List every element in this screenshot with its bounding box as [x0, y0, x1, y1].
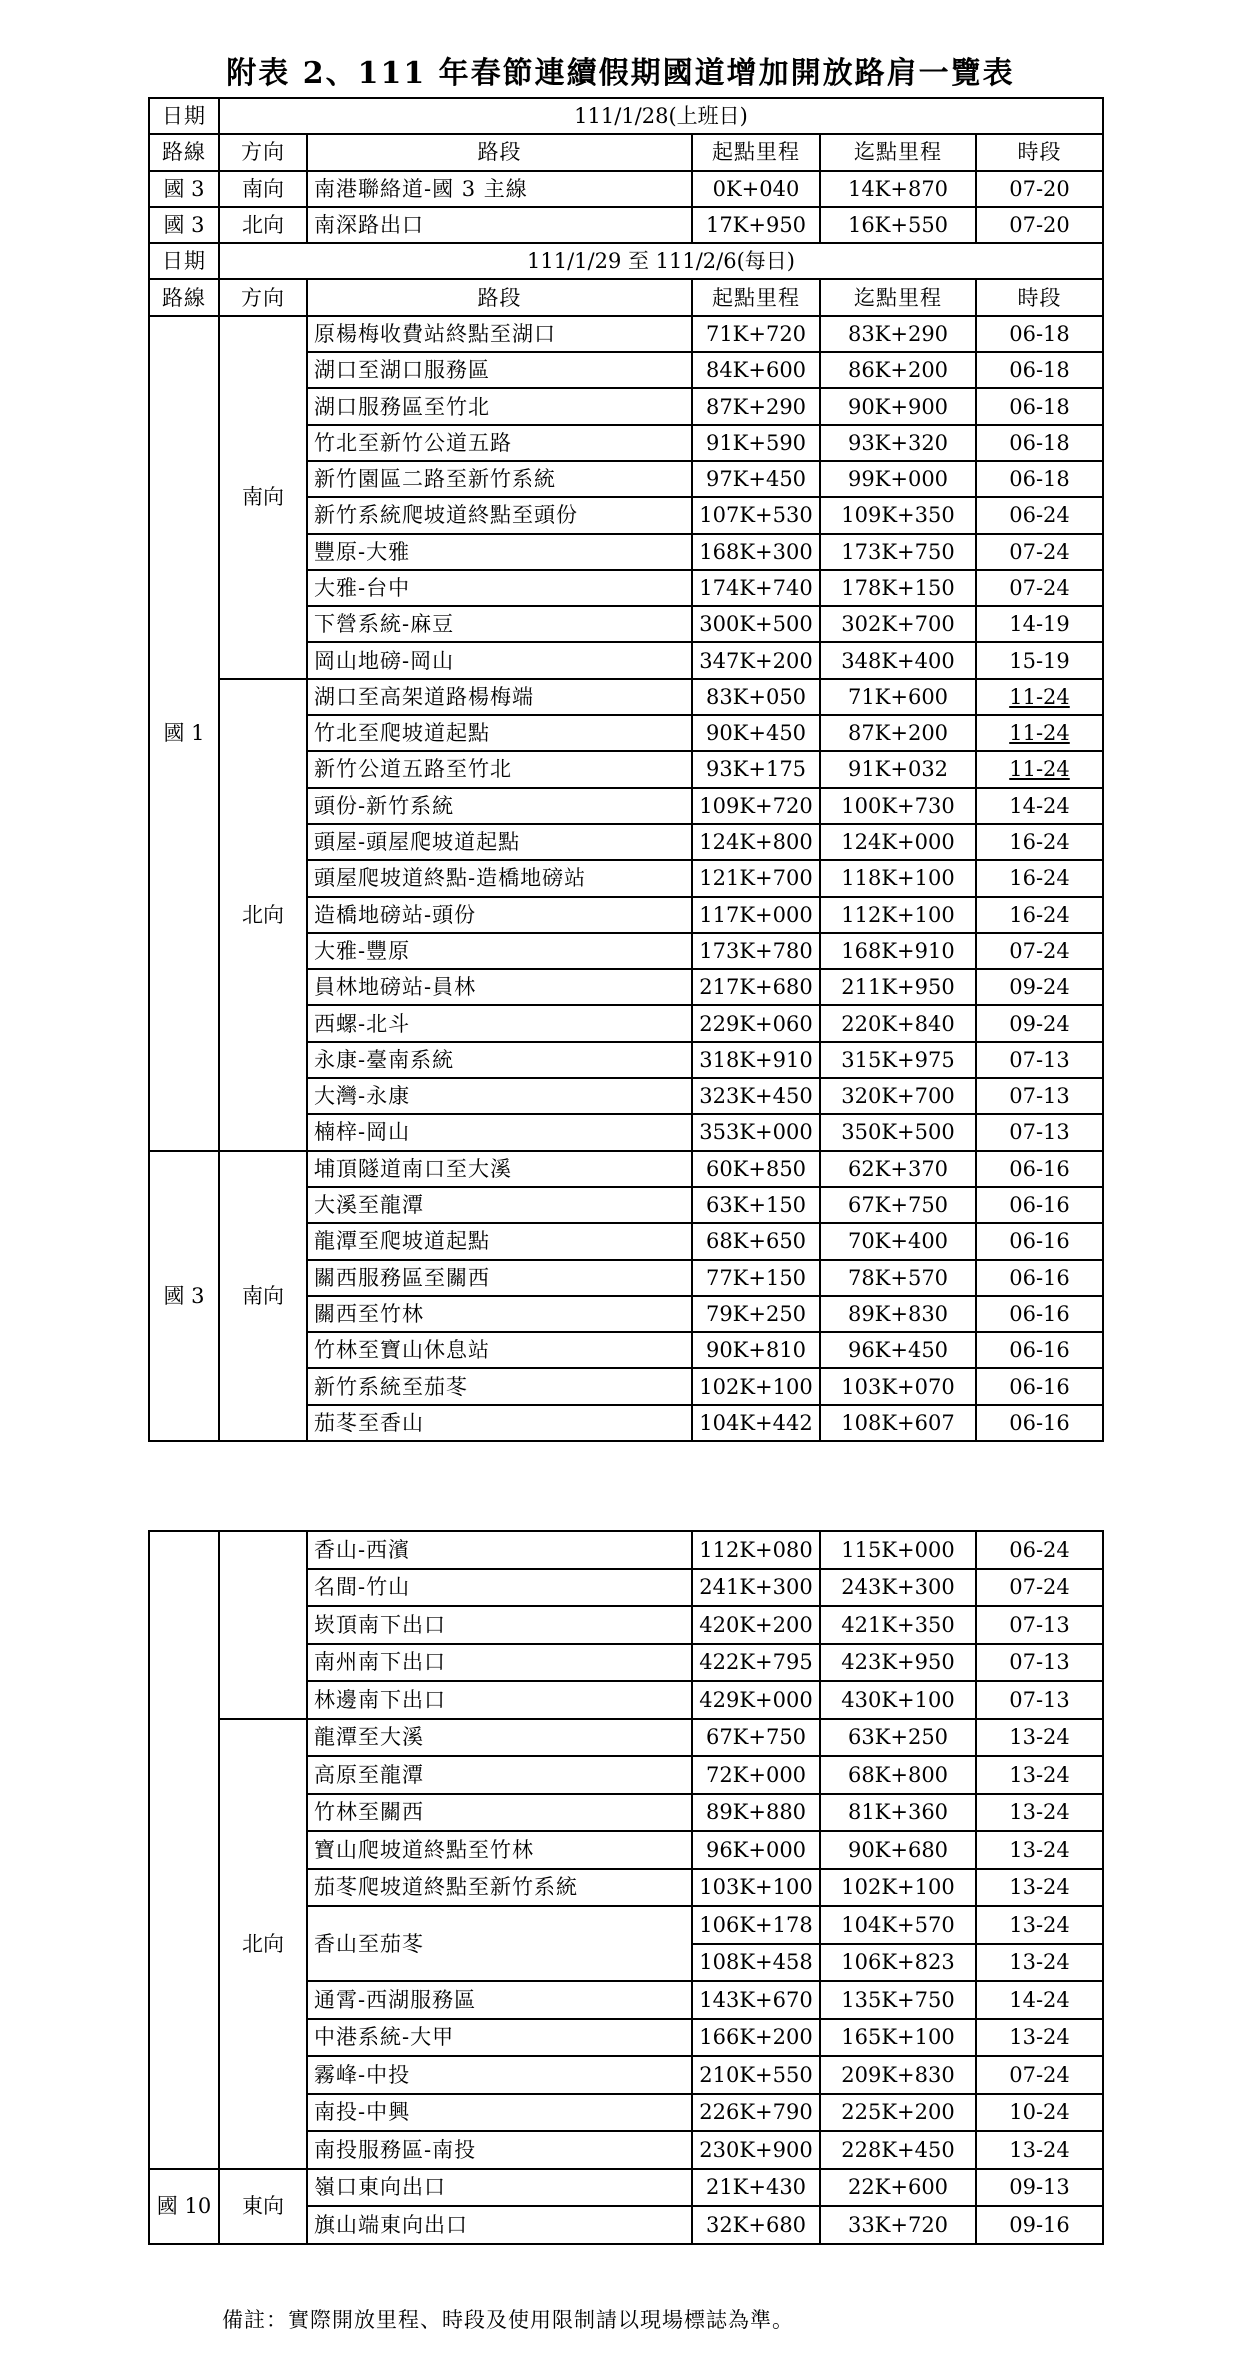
start-km-cell: 241K+300 [692, 1569, 820, 1607]
segment-cell: 竹北至新竹公道五路 [307, 425, 692, 461]
segment-cell: 湖口至高架道路楊梅端 [307, 679, 692, 715]
segment-cell: 大雅-豐原 [307, 933, 692, 969]
segment-cell: 竹林至寶山休息站 [307, 1332, 692, 1368]
start-km-cell: 83K+050 [692, 679, 820, 715]
route-cell: 國 10 [149, 2169, 219, 2244]
end-km-cell: 165K+100 [820, 2019, 976, 2057]
segment-cell: 茄苳至香山 [307, 1405, 692, 1441]
start-km-cell: 90K+810 [692, 1332, 820, 1368]
end-km-cell: 106K+823 [820, 1944, 976, 1982]
start-km-cell: 60K+850 [692, 1151, 820, 1187]
time-cell: 09-16 [976, 2206, 1103, 2244]
segment-cell: 頭份-新竹系統 [307, 788, 692, 824]
start-km-cell: 21K+430 [692, 2169, 820, 2207]
segment-cell: 南投-中興 [307, 2094, 692, 2132]
start-km-cell: 210K+550 [692, 2056, 820, 2094]
end-km-cell: 62K+370 [820, 1151, 976, 1187]
table-row [149, 207, 1103, 243]
date-label: 日期 [149, 243, 219, 279]
route-cell-continued [149, 1531, 219, 2169]
end-km-cell: 315K+975 [820, 1042, 976, 1078]
time-cell: 07-13 [976, 1078, 1103, 1114]
segment-cell: 南深路出口 [307, 207, 692, 243]
time-cell: 14-24 [976, 1981, 1103, 2019]
end-km-cell: 350K+500 [820, 1114, 976, 1150]
end-km-cell: 115K+000 [820, 1531, 976, 1569]
start-km-cell: 71K+720 [692, 316, 820, 352]
time-cell: 07-20 [976, 171, 1103, 207]
header-time: 時段 [976, 279, 1103, 315]
end-km-cell: 99K+000 [820, 461, 976, 497]
start-km-cell: 84K+600 [692, 352, 820, 388]
segment-cell: 湖口至湖口服務區 [307, 352, 692, 388]
time-cell: 16-24 [976, 897, 1103, 933]
header-route: 路線 [149, 134, 219, 170]
start-km-cell: 97K+450 [692, 461, 820, 497]
start-km-cell: 77K+150 [692, 1260, 820, 1296]
start-km-cell: 68K+650 [692, 1223, 820, 1259]
segment-cell: 高原至龍潭 [307, 1756, 692, 1794]
table-row [149, 1531, 1103, 1569]
end-km-cell: 14K+870 [820, 171, 976, 207]
direction-cell: 南向 [219, 171, 307, 207]
time-cell: 06-18 [976, 316, 1103, 352]
date-label: 日期 [149, 98, 219, 134]
header-time: 時段 [976, 134, 1103, 170]
end-km-cell: 124K+000 [820, 824, 976, 860]
end-km-cell: 16K+550 [820, 207, 976, 243]
end-km-cell: 108K+607 [820, 1405, 976, 1441]
end-km-cell: 112K+100 [820, 897, 976, 933]
start-km-cell: 117K+000 [692, 897, 820, 933]
header-start-km: 起點里程 [692, 134, 820, 170]
start-km-cell: 217K+680 [692, 969, 820, 1005]
end-km-cell: 89K+830 [820, 1296, 976, 1332]
time-cell: 13-24 [976, 2131, 1103, 2169]
time-cell: 06-16 [976, 1332, 1103, 1368]
route-cell: 國 3 [149, 207, 219, 243]
end-km-cell: 320K+700 [820, 1078, 976, 1114]
table-row [149, 1151, 1103, 1187]
start-km-cell: 96K+000 [692, 1831, 820, 1869]
end-km-cell: 109K+350 [820, 497, 976, 533]
segment-cell: 茄苳爬坡道終點至新竹系統 [307, 1869, 692, 1907]
end-km-cell: 302K+700 [820, 606, 976, 642]
time-cell: 06-16 [976, 1296, 1103, 1332]
date-value: 111/1/29 至 111/2/6(每日) [219, 243, 1103, 279]
end-km-cell: 78K+570 [820, 1260, 976, 1296]
time-cell: 06-18 [976, 461, 1103, 497]
end-km-cell: 220K+840 [820, 1005, 976, 1041]
end-km-cell: 67K+750 [820, 1187, 976, 1223]
start-km-cell: 104K+442 [692, 1405, 820, 1441]
start-km-cell: 229K+060 [692, 1005, 820, 1041]
start-km-cell: 230K+900 [692, 2131, 820, 2169]
start-km-cell: 168K+300 [692, 534, 820, 570]
start-km-cell: 102K+100 [692, 1368, 820, 1404]
start-km-cell: 0K+040 [692, 171, 820, 207]
header-route: 路線 [149, 279, 219, 315]
time-cell: 07-20 [976, 207, 1103, 243]
schedule-table-part2 [148, 1530, 1104, 2245]
start-km-cell: 318K+910 [692, 1042, 820, 1078]
segment-cell: 新竹園區二路至新竹系統 [307, 461, 692, 497]
segment-cell: 永康-臺南系統 [307, 1042, 692, 1078]
start-km-cell: 166K+200 [692, 2019, 820, 2057]
segment-cell: 中港系統-大甲 [307, 2019, 692, 2057]
header-segment: 路段 [307, 134, 692, 170]
start-km-cell: 323K+450 [692, 1078, 820, 1114]
end-km-cell: 211K+950 [820, 969, 976, 1005]
segment-cell: 崁頂南下出口 [307, 1606, 692, 1644]
end-km-cell: 90K+900 [820, 388, 976, 424]
direction-cell: 東向 [219, 2169, 307, 2244]
segment-cell: 旗山端東向出口 [307, 2206, 692, 2244]
time-cell: 07-24 [976, 534, 1103, 570]
header-direction: 方向 [219, 134, 307, 170]
segment-cell: 豐原-大雅 [307, 534, 692, 570]
start-km-cell: 63K+150 [692, 1187, 820, 1223]
time-cell: 09-13 [976, 2169, 1103, 2207]
segment-cell: 寶山爬坡道終點至竹林 [307, 1831, 692, 1869]
time-cell: 06-16 [976, 1223, 1103, 1259]
start-km-cell: 143K+670 [692, 1981, 820, 2019]
start-km-cell: 89K+880 [692, 1794, 820, 1832]
segment-cell: 南州南下出口 [307, 1644, 692, 1682]
time-cell: 13-24 [976, 1831, 1103, 1869]
start-km-cell: 87K+290 [692, 388, 820, 424]
time-cell: 06-24 [976, 497, 1103, 533]
time-cell: 13-24 [976, 1869, 1103, 1907]
segment-cell: 南投服務區-南投 [307, 2131, 692, 2169]
table-row [149, 279, 1103, 315]
start-km-cell: 90K+450 [692, 715, 820, 751]
time-cell: 13-24 [976, 2019, 1103, 2057]
date-value: 111/1/28(上班日) [219, 98, 1103, 134]
time-cell: 07-24 [976, 933, 1103, 969]
direction-cell: 北向 [219, 1719, 307, 2169]
time-cell: 09-24 [976, 969, 1103, 1005]
end-km-cell: 168K+910 [820, 933, 976, 969]
start-km-cell: 121K+700 [692, 860, 820, 896]
header-end-km: 迄點里程 [820, 134, 976, 170]
header-end-km: 迄點里程 [820, 279, 976, 315]
table-row [149, 134, 1103, 170]
end-km-cell: 348K+400 [820, 642, 976, 678]
end-km-cell: 118K+100 [820, 860, 976, 896]
end-km-cell: 63K+250 [820, 1719, 976, 1757]
start-km-cell: 103K+100 [692, 1869, 820, 1907]
start-km-cell: 353K+000 [692, 1114, 820, 1150]
footnote: 備註：實際開放里程、時段及使用限制請以現場標誌為準。 [222, 2308, 794, 2332]
segment-cell: 新竹系統爬坡道終點至頭份 [307, 497, 692, 533]
time-cell: 06-16 [976, 1405, 1103, 1441]
end-km-cell: 93K+320 [820, 425, 976, 461]
segment-cell: 大溪至龍潭 [307, 1187, 692, 1223]
end-km-cell: 100K+730 [820, 788, 976, 824]
time-cell: 06-16 [976, 1187, 1103, 1223]
table-row [149, 243, 1103, 279]
end-km-cell: 33K+720 [820, 2206, 976, 2244]
segment-cell: 霧峰-中投 [307, 2056, 692, 2094]
segment-cell: 埔頂隧道南口至大溪 [307, 1151, 692, 1187]
start-km-cell: 109K+720 [692, 788, 820, 824]
segment-cell: 湖口服務區至竹北 [307, 388, 692, 424]
segment-cell: 關西至竹林 [307, 1296, 692, 1332]
time-cell: 11-24 [976, 679, 1103, 715]
segment-cell: 嶺口東向出口 [307, 2169, 692, 2207]
direction-cell: 北向 [219, 207, 307, 243]
start-km-cell: 17K+950 [692, 207, 820, 243]
time-cell: 13-24 [976, 1756, 1103, 1794]
segment-cell: 通霄-西湖服務區 [307, 1981, 692, 2019]
direction-cell: 南向 [219, 1151, 307, 1441]
end-km-cell: 87K+200 [820, 715, 976, 751]
end-km-cell: 71K+600 [820, 679, 976, 715]
time-cell: 11-24 [976, 715, 1103, 751]
schedule-table-part1 [148, 97, 1104, 1442]
header-direction: 方向 [219, 279, 307, 315]
end-km-cell: 173K+750 [820, 534, 976, 570]
table-row [149, 1719, 1103, 1757]
time-cell: 07-24 [976, 1569, 1103, 1607]
route-cell: 國 3 [149, 1151, 219, 1441]
time-cell: 06-18 [976, 388, 1103, 424]
segment-cell: 林邊南下出口 [307, 1681, 692, 1719]
segment-cell: 名間-竹山 [307, 1569, 692, 1607]
segment-cell: 龍潭至大溪 [307, 1719, 692, 1757]
end-km-cell: 209K+830 [820, 2056, 976, 2094]
start-km-cell: 91K+590 [692, 425, 820, 461]
segment-cell: 關西服務區至關西 [307, 1260, 692, 1296]
start-km-cell: 124K+800 [692, 824, 820, 860]
segment-cell: 香山至茄苳 [307, 1906, 692, 1981]
time-cell: 06-16 [976, 1151, 1103, 1187]
header-segment: 路段 [307, 279, 692, 315]
end-km-cell: 22K+600 [820, 2169, 976, 2207]
end-km-cell: 68K+800 [820, 1756, 976, 1794]
start-km-cell: 173K+780 [692, 933, 820, 969]
direction-cell: 北向 [219, 679, 307, 1151]
time-cell: 06-16 [976, 1368, 1103, 1404]
segment-cell: 西螺-北斗 [307, 1005, 692, 1041]
segment-cell: 下營系統-麻豆 [307, 606, 692, 642]
table-row [149, 679, 1103, 715]
end-km-cell: 103K+070 [820, 1368, 976, 1404]
route-cell: 國 3 [149, 171, 219, 207]
end-km-cell: 423K+950 [820, 1644, 976, 1682]
time-cell: 07-13 [976, 1042, 1103, 1078]
segment-cell: 大雅-台中 [307, 570, 692, 606]
table-row [149, 2169, 1103, 2207]
start-km-cell: 347K+200 [692, 642, 820, 678]
segment-cell: 竹林至關西 [307, 1794, 692, 1832]
time-cell: 13-24 [976, 1719, 1103, 1757]
end-km-cell: 430K+100 [820, 1681, 976, 1719]
table-row [149, 98, 1103, 134]
time-cell: 07-24 [976, 570, 1103, 606]
time-cell: 14-24 [976, 788, 1103, 824]
direction-cell-continued [219, 1531, 307, 1719]
end-km-cell: 421K+350 [820, 1606, 976, 1644]
direction-cell: 南向 [219, 316, 307, 679]
segment-cell: 新竹系統至茄苳 [307, 1368, 692, 1404]
start-km-cell: 107K+530 [692, 497, 820, 533]
time-cell: 10-24 [976, 2094, 1103, 2132]
segment-cell: 大灣-永康 [307, 1078, 692, 1114]
start-km-cell: 79K+250 [692, 1296, 820, 1332]
end-km-cell: 225K+200 [820, 2094, 976, 2132]
time-cell: 07-13 [976, 1681, 1103, 1719]
end-km-cell: 178K+150 [820, 570, 976, 606]
start-km-cell: 422K+795 [692, 1644, 820, 1682]
table-row [149, 171, 1103, 207]
end-km-cell: 81K+360 [820, 1794, 976, 1832]
time-cell: 13-24 [976, 1794, 1103, 1832]
table-row [149, 316, 1103, 352]
end-km-cell: 135K+750 [820, 1981, 976, 2019]
start-km-cell: 67K+750 [692, 1719, 820, 1757]
end-km-cell: 90K+680 [820, 1831, 976, 1869]
start-km-cell: 106K+178 [692, 1906, 820, 1944]
segment-cell: 頭屋爬坡道終點-造橋地磅站 [307, 860, 692, 896]
time-cell: 14-19 [976, 606, 1103, 642]
end-km-cell: 102K+100 [820, 1869, 976, 1907]
end-km-cell: 228K+450 [820, 2131, 976, 2169]
segment-cell: 新竹公道五路至竹北 [307, 751, 692, 787]
start-km-cell: 112K+080 [692, 1531, 820, 1569]
document-title: 附表 2、111 年春節連續假期國道增加開放路肩一覽表 [226, 56, 1015, 91]
start-km-cell: 226K+790 [692, 2094, 820, 2132]
start-km-cell: 32K+680 [692, 2206, 820, 2244]
time-cell: 06-24 [976, 1531, 1103, 1569]
time-cell: 15-19 [976, 642, 1103, 678]
segment-cell: 岡山地磅-岡山 [307, 642, 692, 678]
header-start-km: 起點里程 [692, 279, 820, 315]
segment-cell: 原楊梅收費站終點至湖口 [307, 316, 692, 352]
end-km-cell: 104K+570 [820, 1906, 976, 1944]
segment-cell: 南港聯絡道-國 3 主線 [307, 171, 692, 207]
time-cell: 06-18 [976, 425, 1103, 461]
route-cell: 國 1 [149, 316, 219, 1151]
end-km-cell: 243K+300 [820, 1569, 976, 1607]
end-km-cell: 83K+290 [820, 316, 976, 352]
start-km-cell: 300K+500 [692, 606, 820, 642]
time-cell: 07-13 [976, 1644, 1103, 1682]
end-km-cell: 96K+450 [820, 1332, 976, 1368]
segment-cell: 造橋地磅站-頭份 [307, 897, 692, 933]
segment-cell: 竹北至爬坡道起點 [307, 715, 692, 751]
time-cell: 07-24 [976, 2056, 1103, 2094]
end-km-cell: 70K+400 [820, 1223, 976, 1259]
start-km-cell: 72K+000 [692, 1756, 820, 1794]
segment-cell: 龍潭至爬坡道起點 [307, 1223, 692, 1259]
segment-cell: 楠梓-岡山 [307, 1114, 692, 1150]
segment-cell: 香山-西濱 [307, 1531, 692, 1569]
time-cell: 09-24 [976, 1005, 1103, 1041]
time-cell: 16-24 [976, 860, 1103, 896]
segment-cell: 員林地磅站-員林 [307, 969, 692, 1005]
start-km-cell: 93K+175 [692, 751, 820, 787]
time-cell: 16-24 [976, 824, 1103, 860]
end-km-cell: 86K+200 [820, 352, 976, 388]
time-cell: 06-16 [976, 1260, 1103, 1296]
start-km-cell: 174K+740 [692, 570, 820, 606]
time-cell: 07-13 [976, 1606, 1103, 1644]
time-cell: 07-13 [976, 1114, 1103, 1150]
segment-cell: 頭屋-頭屋爬坡道起點 [307, 824, 692, 860]
time-cell: 06-18 [976, 352, 1103, 388]
time-cell: 11-24 [976, 751, 1103, 787]
start-km-cell: 429K+000 [692, 1681, 820, 1719]
time-cell: 13-24 [976, 1906, 1103, 1944]
start-km-cell: 420K+200 [692, 1606, 820, 1644]
time-cell: 13-24 [976, 1944, 1103, 1982]
start-km-cell: 108K+458 [692, 1944, 820, 1982]
end-km-cell: 91K+032 [820, 751, 976, 787]
